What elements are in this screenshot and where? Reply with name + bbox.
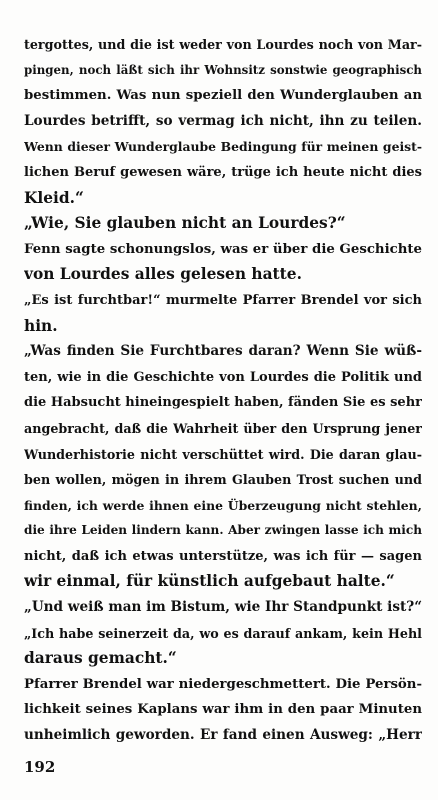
text-line: Kleid.“ <box>24 188 84 207</box>
text-line: Fenn sagte schonungslos, was er über die Geschichte <box>24 241 422 257</box>
text-line: Lourdes betrifft, so vermag ich nicht, ihn zu teilen. <box>24 112 422 129</box>
text-line: Wenn dieser Wunderglaube Bedingung für meinen geist- <box>24 139 422 155</box>
text-line: „Und weiß man im Bistum, wie Ihr Standpunkt ist?“ <box>24 599 422 616</box>
text-line: hin. <box>24 316 58 335</box>
text-line: „Was finden Sie Furchtbares daran? Wenn Sie wüß- <box>24 343 422 360</box>
text-line: lichkeit seines Kaplans war ihm in den paar Minuten <box>24 702 422 718</box>
text-line: bestimmen. Was nun speziell den Wunderglauben an <box>24 88 422 104</box>
page-number: 192 <box>24 758 56 776</box>
text-line: angebracht, daß die Wahrheit über den Ursprung jener <box>24 420 422 436</box>
text-line: die ihre Leiden lindern kann. Aber zwingen lasse ich mich <box>24 523 422 538</box>
text-line: ben wollen, mögen in ihrem Glauben Trost suchen und <box>24 472 422 488</box>
text-line: „Es ist furchtbar!“ murmelte Pfarrer Brendel vor sich <box>24 292 422 308</box>
text-line: daraus gemacht.“ <box>24 649 177 668</box>
text-line: „Ich habe seinerzeit da, wo es darauf ankam, kein Hehl <box>24 625 422 641</box>
text-line: von Lourdes alles gelesen hatte. <box>24 265 302 284</box>
text-line: „Wie, Sie glauben nicht an Lourdes?“ <box>24 214 346 233</box>
text-line: finden, ich werde ihnen eine Überzeugung nicht stehlen, <box>24 497 422 513</box>
text-line: die Habsucht hineingespielt haben, fänden Sie es sehr <box>24 395 422 411</box>
body-text <box>24 32 422 749</box>
text-line: unheimlich geworden. Er fand einen Ausweg: „Herr <box>24 727 422 744</box>
text-line: nicht, daß ich etwas unterstütze, was ich für — sagen <box>24 548 422 564</box>
text-line: ten, wie in die Geschichte von Lourdes die Politik und <box>24 369 422 385</box>
text-line: Wunderhistorie nicht verschüttet wird. Die daran glau- <box>24 446 422 462</box>
text-line: lichen Beruf gewesen wäre, trüge ich heute nicht dies <box>24 164 422 180</box>
text-line: Pfarrer Brendel war niedergeschmettert. Die Persön- <box>24 676 422 692</box>
text-line: tergottes, und die ist weder von Lourdes noch von Mar- <box>24 37 422 52</box>
text-line: wir einmal, für künstlich aufgebaut halte.“ <box>24 572 395 591</box>
text-line: pingen, noch läßt sich ihr Wohnsitz sonstwie geographisch <box>24 62 422 77</box>
